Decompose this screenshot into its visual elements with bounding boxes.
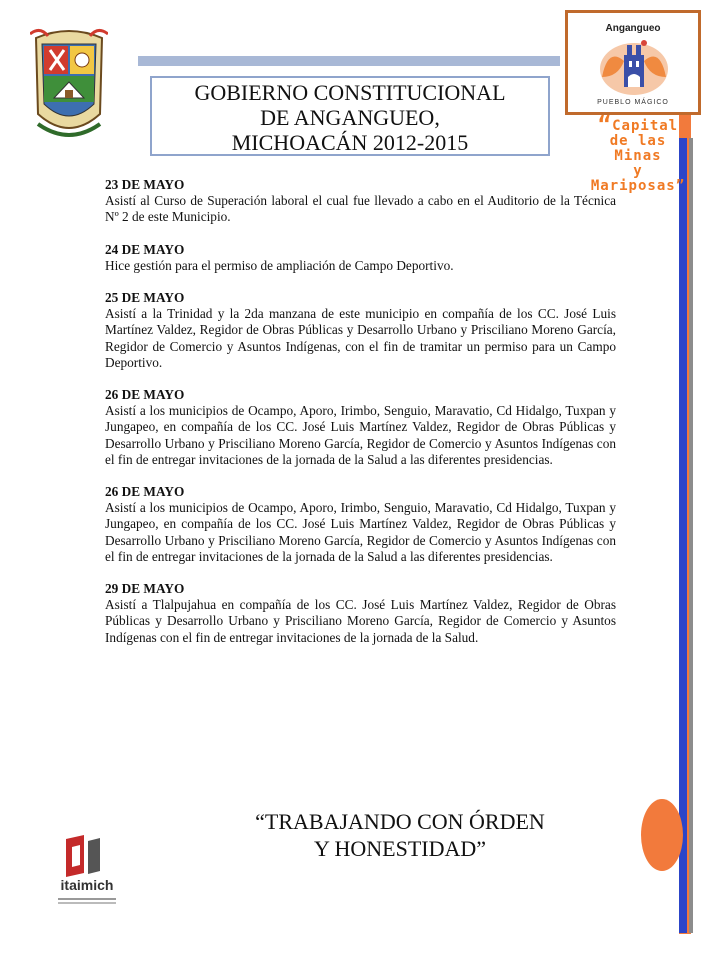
entry-text: Asistí a Tlalpujahua en compañía de los CC. José Luis Martínez Valdez, Regidor de Obras Públicas y Desarrollo Urbano y Prisciliano Moreno García, Regidor de Comercio y Asuntos Indígenas con el fin de entregar invitaciones de la jornada de la Salud. [105, 597, 616, 645]
slogan-line-2: de las [609, 133, 667, 149]
slogan-line-1: Capital [612, 118, 679, 134]
coat-of-arms-icon [30, 24, 108, 146]
title-line-3: MICHOACÁN 2012-2015 [231, 130, 469, 155]
entry-date: 26 DE MAYO [105, 484, 185, 500]
top-decorative-bar [138, 56, 560, 66]
list-item [105, 242, 616, 274]
right-gray-bar [689, 138, 693, 933]
motto-line-1: “TRABAJANDO CON ÓRDEN [255, 809, 545, 834]
slogan: “Capital de las Minas y Mariposas” [590, 113, 686, 194]
orange-oval-decoration [641, 799, 683, 871]
itaimich-mark-icon [56, 835, 118, 877]
motto-line-2: Y HONESTIDAD” [313, 836, 487, 861]
entry-date: 29 DE MAYO [105, 581, 185, 597]
itaimich-word: itaimich [60, 877, 114, 893]
entry-text: Asistí al Curso de Superación laboral el cual fue llevado a cabo en el Auditorio de la Técnica Nº 2 de este Municipio. [105, 193, 616, 225]
entry-date: 25 DE MAYO [105, 290, 185, 306]
list-item [105, 387, 616, 468]
slogan-line-5: Mariposas [590, 178, 676, 194]
logo-tagline: PUEBLO MÁGICO [597, 99, 669, 106]
itaimich-logo [56, 835, 118, 915]
entry-date: 24 DE MAYO [105, 241, 185, 257]
entry-date: 23 DE MAYO [105, 177, 185, 192]
slogan-line-4: y [633, 163, 643, 179]
title-line-1: GOBIERNO CONSTITUCIONAL [194, 80, 506, 105]
list-item [105, 484, 616, 565]
page-title [150, 76, 550, 156]
entry-text: Hice gestión para el permiso de ampliación de Campo Deportivo. [105, 257, 454, 273]
activity-list [105, 177, 616, 662]
list-item [105, 290, 616, 371]
itaimich-subtitle-lines-icon [56, 897, 118, 907]
slogan-line-3: Minas [614, 148, 662, 164]
pueblo-magico-logo [565, 10, 701, 115]
entry-text: Asistí a los municipios de Ocampo, Aporo, Irimbo, Senguio, Maravatio, Cd Hidalgo, Tuxpan y Jungapeo, en compañía de los CC. José Luis Martínez Valdez, Regidor de Obras Públicas y Desarrollo Urbano y Prisciliano Moreno García, Regidor de Comercio y Asuntos Indígenas con el fin de entregar invitaciones de la jornada de la Salud a las diferentes presidencias. [105, 500, 616, 564]
list-item [105, 177, 616, 226]
entry-text: Asistí a los municipios de Ocampo, Aporo, Irimbo, Senguio, Maravatio, Cd Hidalgo, Tuxpan y Jungapeo, en compañía de los CC. José Luis Martínez Valdez, Regidor de Obras Públicas y Desarrollo Urbano y Prisciliano Moreno García, Regidor de Comercio y Asuntos Indígenas con el fin de entregar invitaciones de la jornada de la Salud a las diferentes presidencias. [105, 403, 616, 467]
motto [200, 808, 600, 862]
title-line-2: DE ANGANGUEO, [260, 105, 440, 130]
entry-date: 26 DE MAYO [105, 387, 185, 403]
logo-brand-text: Angangueo [605, 23, 661, 34]
list-item [105, 581, 616, 646]
entry-text: Asistí a la Trinidad y la 2da manzana de este municipio en compañía de los CC. José Luis Martínez Valdez, Regidor de Obras Públicas y Desarrollo Urbano y Prisciliano Moreno García, Regidor de Comercio y Asuntos Indígenas, con el fin de tramitar un permiso para un Campo Deportivo. [105, 306, 616, 370]
right-blue-bar [679, 138, 687, 933]
church-butterfly-icon [598, 37, 670, 97]
